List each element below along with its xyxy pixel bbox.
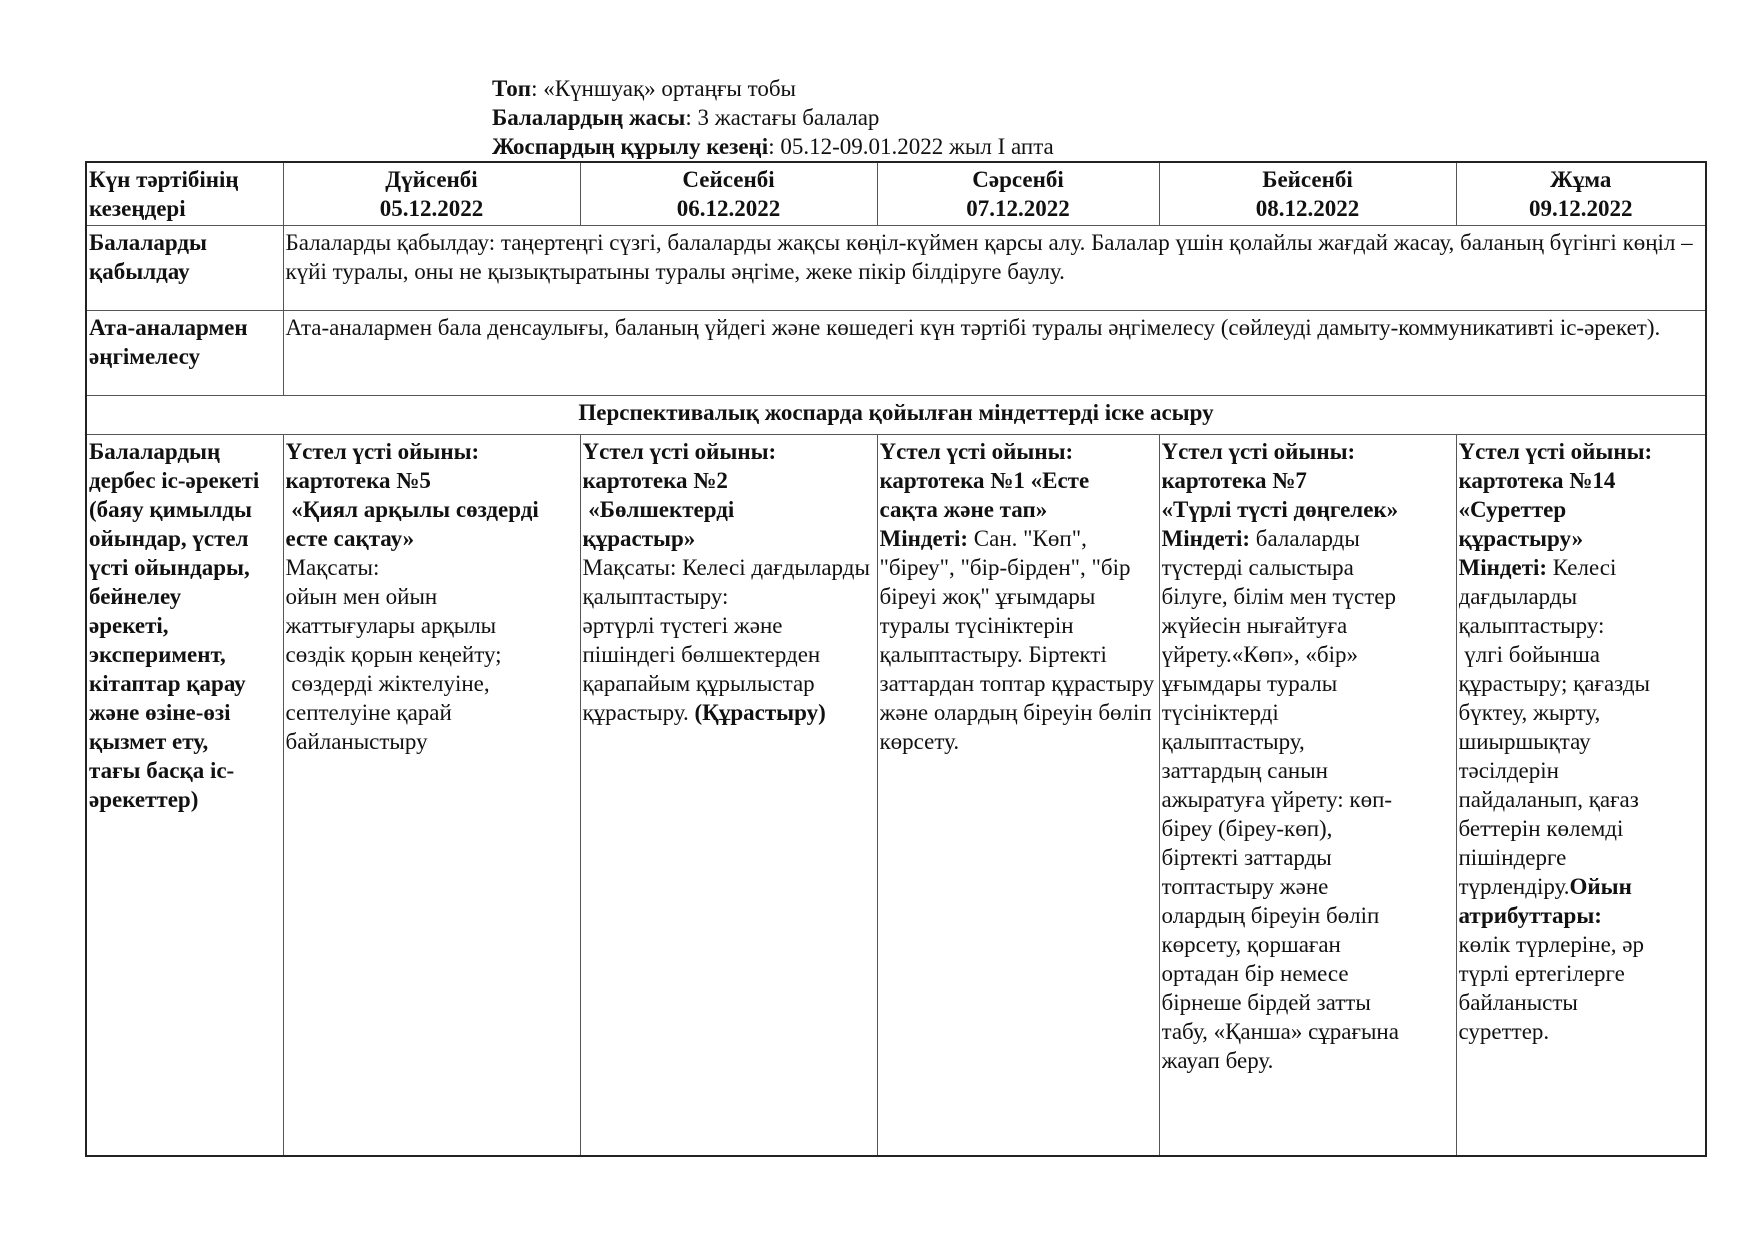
- day-header-wednesday: Сәрсенбі 07.12.2022: [877, 162, 1159, 226]
- period-label-parents: Ата-аналармен әңгімелесу: [86, 311, 283, 396]
- activity-cell-wednesday: Үстел үсті ойыны: картотека №1 «Есте сақта және тап» Міндеті: Сан. "Көп", "біреу", "бір-бірден", "бір біреуі жоқ" ұғымдары туралы түсініктерін қалыптастыру. Біртекті заттардан топтар құрастыру және олардың біреуін бөліп көрсету.: [877, 435, 1159, 1156]
- day-header-thursday: Бейсенбі 08.12.2022: [1159, 162, 1456, 226]
- age-line: Балалардың жасы: 3 жастағы балалар: [492, 105, 880, 130]
- activity-cell-tuesday: Үстел үсті ойыны: картотека №2 «Бөлшектерді құрастыр» Мақсаты: Келесі дағдыларды қалыптастыру: әртүрлі түстегі және пішіндегі бөлшектерден қарапайым құрылыстар құрастыру. (Құрастыру): [580, 435, 877, 1156]
- activity-cell-friday: Үстел үсті ойыны: картотека №14 «Суреттер құрастыру» Міндеті: Келесі дағдыларды қалыптастыру: үлгі бойынша құрастыру; қағазды бүктеу, жырту, шиыршықтау тәсілдерін пайдаланып, қағаз беттерін көлемді пішіндерге түрлендіру.Ойын атрибуттары: көлік түрлеріне, әр түрлі ертегілерге байланысты суреттер.: [1456, 435, 1706, 1156]
- day-header-monday: Дүйсенбі 05.12.2022: [283, 162, 580, 226]
- accept-text: Балаларды қабылдау: таңертеңгі сүзгі, балаларды жақсы көңіл-күймен қарсы алу. Балалар үшін қолайлы жағдай жасау, баланың бүгінгі көңіл – күйі туралы, оны не қызықтыратыны туралы әңгіме, жеке пікір білдіруге баулу.: [283, 226, 1706, 311]
- group-line: Топ: «Күншуақ» ортаңғы тобы: [492, 76, 796, 101]
- day-header-friday: Жұма 09.12.2022: [1456, 162, 1706, 226]
- activity-cell-thursday: Үстел үсті ойыны: картотека №7 «Түрлі түсті дөңгелек» Міндеті: балаларды түстерді салыстыра білуге, білім мен түстер жүйесін нығайтуға үйрету.«Көп», «бір» ұғымдары туралы түсініктерді қалыптастыру, заттардың санын ажыратуға үйрету: көп- біреу (біреу-көп), біртекті заттарды топтастыру және олардың біреуін бөліп көрсету, қоршаған ортадан бір немесе бірнеше бірдей затты табу, «Қанша» сұрағына жауап беру.: [1159, 435, 1456, 1156]
- document-header: [492, 74, 1054, 161]
- weekly-plan-table: [85, 161, 1707, 1157]
- day-header-tuesday: Сейсенбі 06.12.2022: [580, 162, 877, 226]
- parents-text: Ата-аналармен бала денсаулығы, баланың үйдегі және көшедегі күн тәртібі туралы әңгімелесу (сөйлеуді дамыту-коммуникативті іс-әрекет).: [283, 311, 1706, 396]
- table-row-activity: [86, 435, 1706, 1156]
- table-row-accept: [86, 226, 1706, 311]
- period-label-activity: Балалардың дербес іс-әрекеті (баяу қимылды ойындар, үстел үсті ойындары, бейнелеу әрекеті, эксперимент, кітаптар қарау және өзіне-өзі қызмет ету, тағы басқа іс- әрекеттер): [86, 435, 283, 1156]
- activity-cell-monday: Үстел үсті ойыны: картотека №5 «Қиял арқылы сөздерді есте сақтау» Мақсаты: ойын мен ойын жаттығулары арқылы сөздік қорын кеңейту; сөздерді жіктелуіне, септелуіне қарай байланыстыру: [283, 435, 580, 1156]
- period-line: Жоспардың құрылу кезеңі: 05.12-09.01.2022 жыл І апта: [492, 134, 1054, 159]
- table-header-row: [86, 162, 1706, 226]
- period-column-header: Күн тәртібінің кезеңдері: [86, 162, 283, 226]
- table-row-section: [86, 396, 1706, 435]
- table-row-parents: [86, 311, 1706, 396]
- section-title: Перспективалық жоспарда қойылған міндеттерді іске асыру: [86, 396, 1706, 435]
- period-label-accept: Балаларды қабылдау: [86, 226, 283, 311]
